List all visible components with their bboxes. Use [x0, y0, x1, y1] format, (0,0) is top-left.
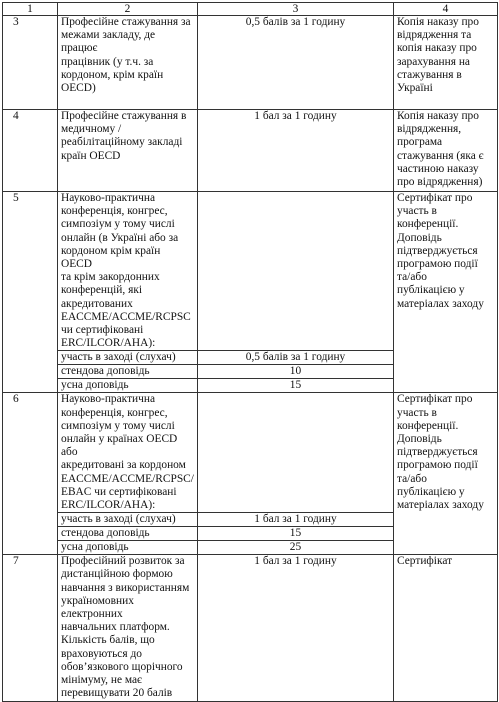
subitem-value: 15 — [198, 379, 394, 393]
row-number: 6 — [3, 393, 58, 555]
activity-cell: Професійне стажування за межами закладу, де працює працівник (у т.ч. за кордоном, крім країн OECD) — [58, 16, 198, 110]
header-cell: 4 — [394, 3, 498, 16]
subitem-label: участь в заході (слухач) — [58, 351, 198, 365]
subitem-value: 1 бал за 1 годину — [198, 513, 394, 527]
subitem-value: 0,5 балів за 1 годину — [198, 351, 394, 365]
row-number: 3 — [3, 16, 58, 110]
header-cell: 3 — [198, 3, 394, 16]
points-cell — [198, 393, 394, 513]
points-cell: 1 бал за 1 годину — [198, 555, 394, 701]
table-header-row — [3, 3, 498, 16]
table-row — [3, 110, 498, 192]
documents-cell: Копія наказу про відрядження, програма стажування (яка є частиною наказу про відрядження) — [394, 110, 498, 192]
activity-cell: Науково-практична конференція, конгрес, симпозіум у тому числі онлайн (в Україні або за кордоном крім країн OECD та крім закордонних конференцій, які акредитованих EACCME/ACCME/RCPSC чи сертифіковані ERC/ILCOR/AHA): — [58, 192, 198, 351]
row-number: 5 — [3, 192, 58, 393]
row-number: 7 — [3, 555, 58, 701]
activity-cell: Науково-практична конференція, конгрес, симпозіум у тому числі онлайн у країнах OECD або акредитовані за кордоном EACCME/ACCME/RCPSC/ EBAC чи сертифіковані ERC/ILCOR/AHA): — [58, 393, 198, 513]
activity-cell: Професійне стажування в медичному / реабілітаційному закладі країн OECD — [58, 110, 198, 192]
documents-cell: Сертифікат про участь в конференції. Доповідь підтверджується програмою події та/або публікацією у матеріалах заходу — [394, 192, 498, 393]
points-cell: 1 бал за 1 годину — [198, 110, 394, 192]
activity-cell: Професійний розвиток за дистанційною формою навчання з використанням україномовних електронних навчальних платформ. Кількість балів, що враховуються до обов’язкового щорічного мінімуму, не має перевищувати 20 балів — [58, 555, 198, 701]
subitem-value: 10 — [198, 365, 394, 379]
subitem-label: стендова доповідь — [58, 365, 198, 379]
points-cell — [198, 192, 394, 351]
table-row — [3, 555, 498, 701]
header-cell: 1 — [3, 3, 58, 16]
table-row — [3, 16, 498, 110]
row-number: 4 — [3, 110, 58, 192]
subitem-label: усна доповідь — [58, 541, 198, 555]
points-table — [2, 2, 498, 702]
subitem-value: 15 — [198, 527, 394, 541]
documents-cell: Сертифікат — [394, 555, 498, 701]
subitem-label: участь в заході (слухач) — [58, 513, 198, 527]
subitem-label: стендова доповідь — [58, 527, 198, 541]
points-cell: 0,5 балів за 1 годину — [198, 16, 394, 110]
table-row — [3, 393, 498, 513]
documents-cell: Сертифікат про участь в конференції. Доповідь підтверджується програмою події та/або публікацією у матеріалах заходу — [394, 393, 498, 555]
documents-cell: Копія наказу про відрядження та копія наказу про зарахування на стажування в Україні — [394, 16, 498, 110]
table-row — [3, 192, 498, 351]
subitem-label: усна доповідь — [58, 379, 198, 393]
subitem-value: 25 — [198, 541, 394, 555]
header-cell: 2 — [58, 3, 198, 16]
